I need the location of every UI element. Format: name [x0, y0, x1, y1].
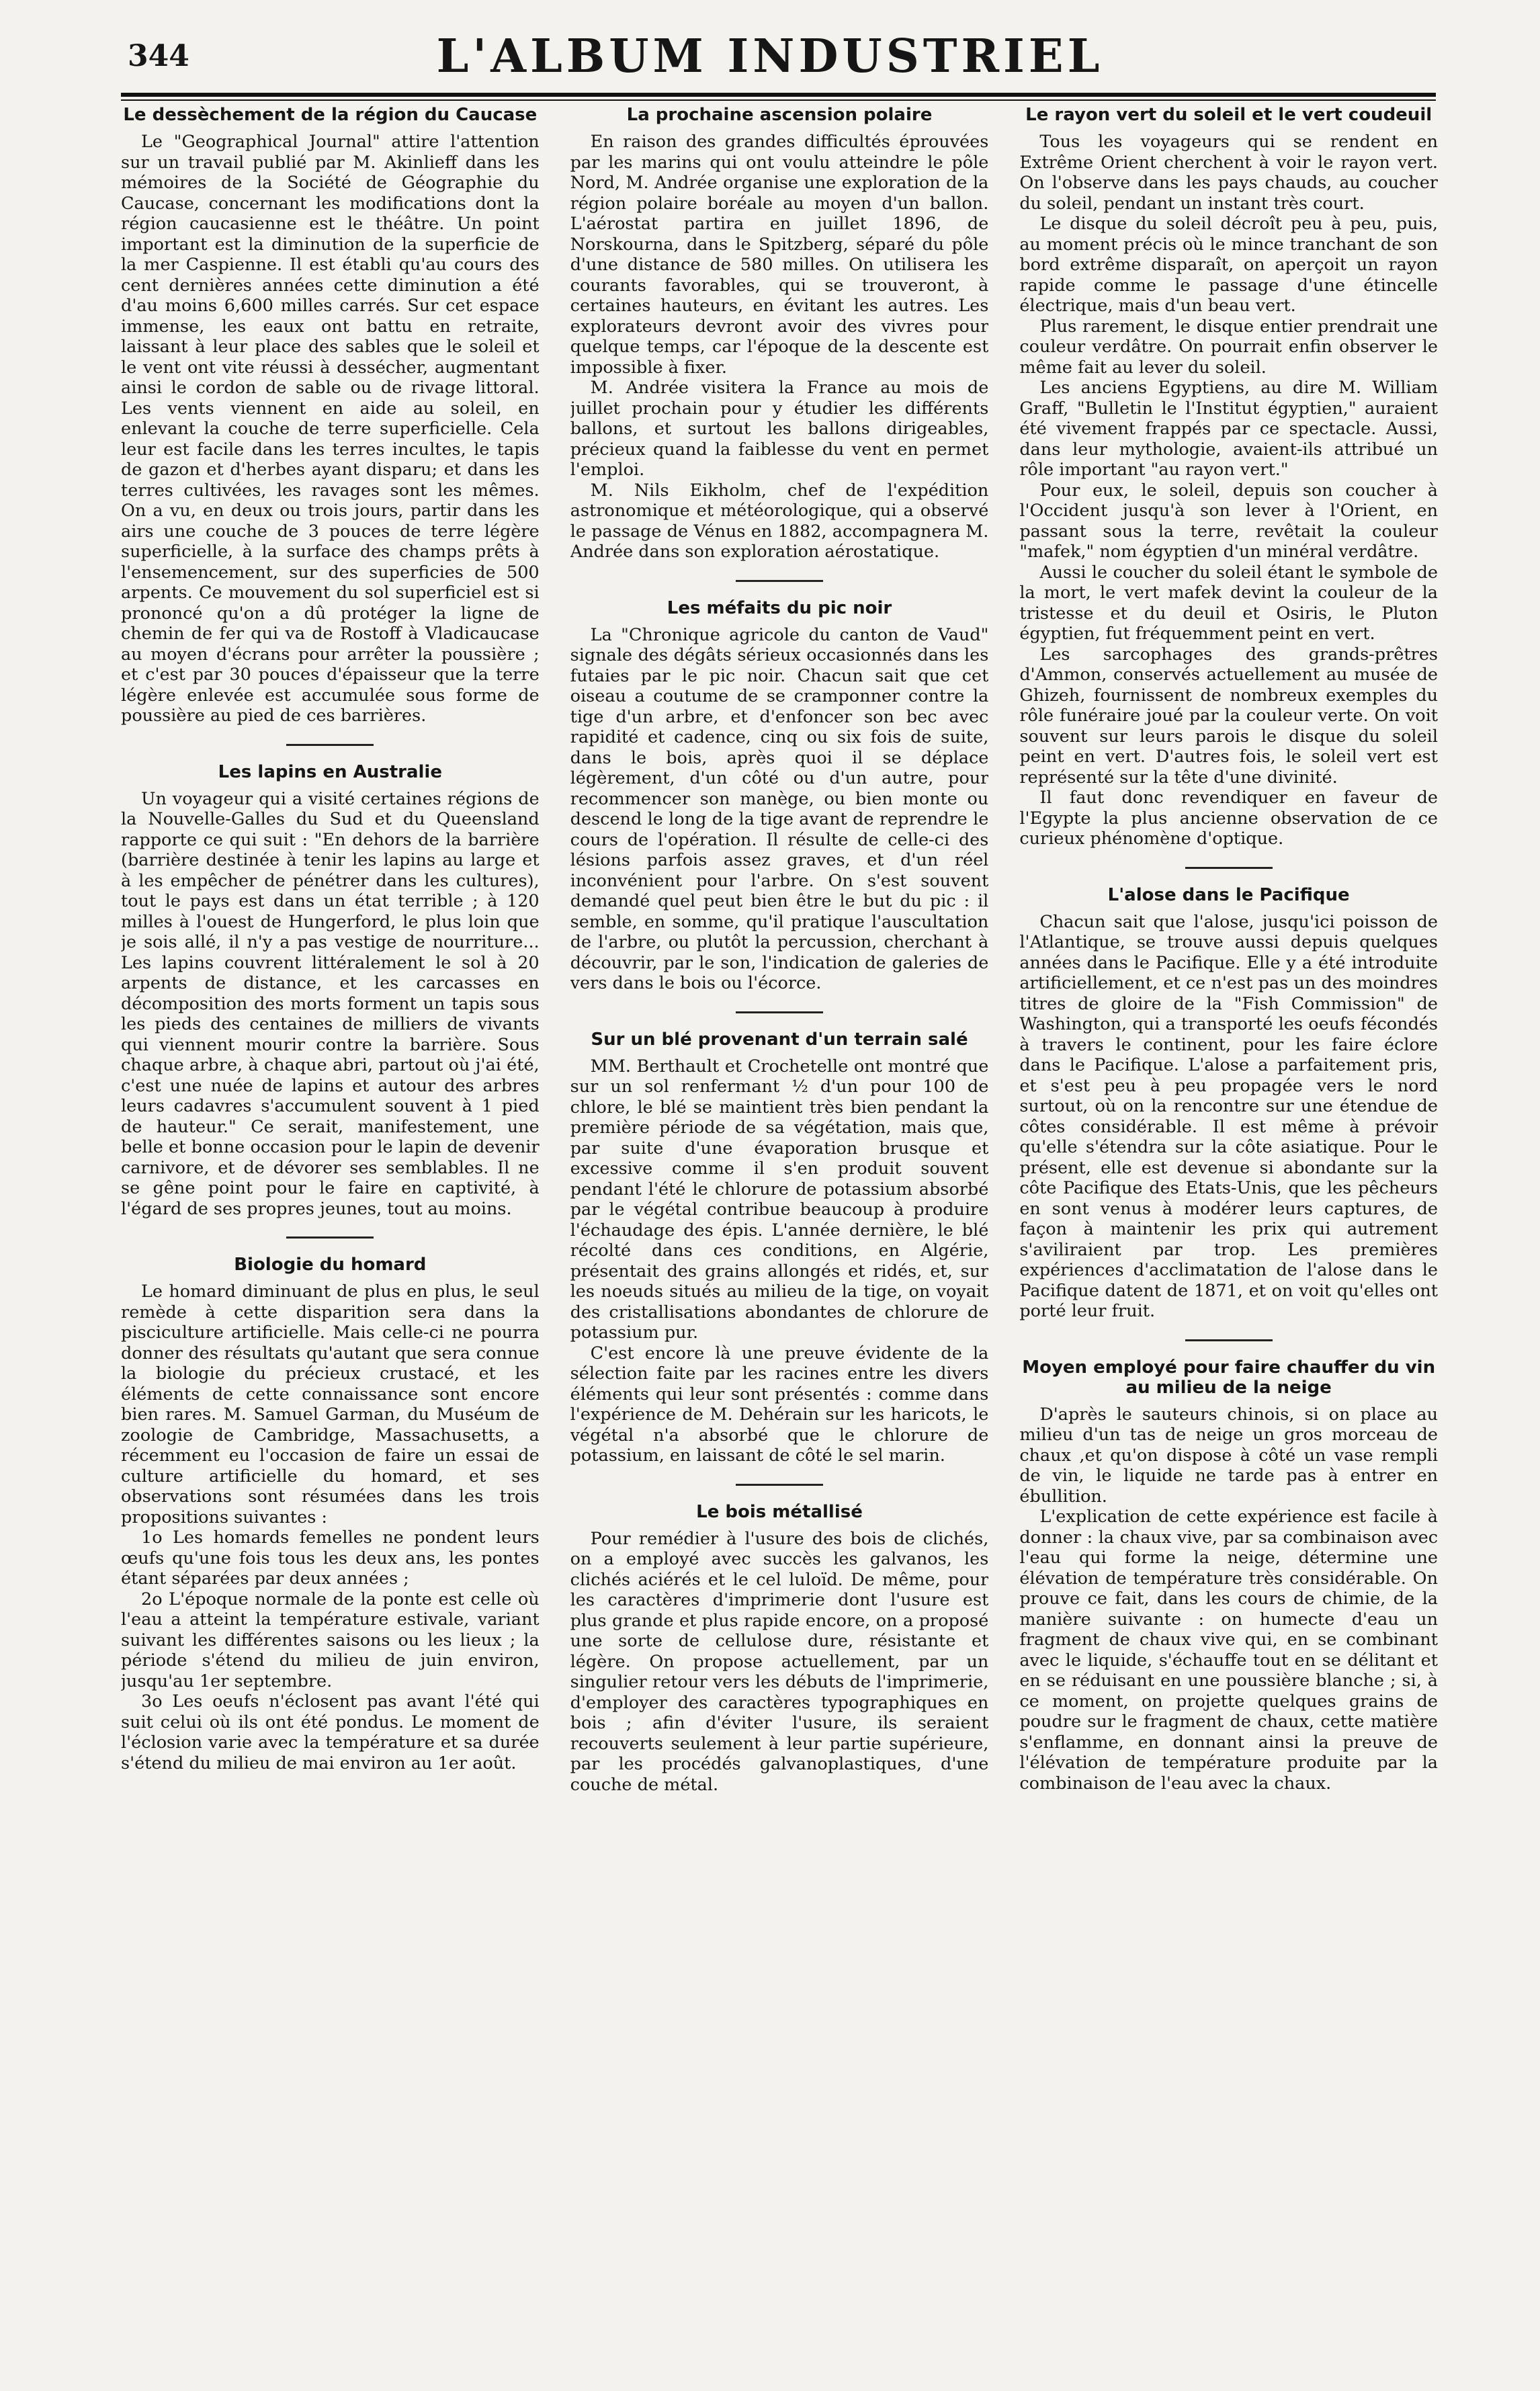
article-paragraph: M. Nils Eikholm, chef de l'expédition astronomique et météorologique, qui a observé le passage de Vénus en 1882, accompagnera M. Andrée dans son exploration aérostatique. [570, 480, 989, 562]
article-headline: La prochaine ascension polaire [626, 105, 933, 125]
article [121, 762, 540, 1220]
article-paragraph: En raison des grandes difficultés éprouvées par les marins qui ont voulu atteindre le pôle Nord, M. Andrée organise une exploration de la région polaire boréale au moyen d'un ballon. L'aérostat partira en juillet 1896, de Norskourna, dans le Spitzberg, séparé du pôle d'une distance de 580 milles. On utilisera les courants favorables, qui se trouveront, à certaines hauteurs, en évitant les autres. Les explorateurs devront avoir des vivres pour quelque temps, car l'époque de la descente est impossible à fixer. [570, 132, 989, 378]
article-paragraph: Il faut donc revendiquer en faveur de l'Egypte la plus ancienne observation de ce curieux phénomène d'optique. [1019, 788, 1438, 849]
journal-title: L'ALBUM INDUSTRIEL [436, 30, 1104, 83]
article [1019, 1357, 1438, 1794]
column-3 [1019, 102, 1438, 2360]
article-paragraph: Les anciens Egyptiens, au dire M. William Graff, "Bulletin le l'Institut égyptien," auraient été vivement frappés par ce spectacle. Aussi, dans leur mythologie, avaient-ils attribué un rôle important "au rayon vert." [1019, 378, 1438, 480]
article-paragraph: M. Andrée visitera la France au mois de juillet prochain pour y étudier les différents ballons, et surtout les ballons dirigeables, précieux quand la faiblesse du vent en permet l'emploi. [570, 378, 989, 480]
article-paragraph: L'explication de cette expérience est facile à donner : la chaux vive, par sa combinaison avec l'eau qui forme la neige, détermine une élévation de température très considérable. On prouve ce fait, dans les cours de chimie, de la manière suivante : on humecte d'eau un fragment de chaux vive qui, en se combinant avec le liquide, s'échauffe tout en se délitant et en se réduisant en une poussière blanche ; si, à ce moment, on projette quelques grains de poudre sur le fragment de chaux, cette matière s'enflamme, en donnant ainsi la preuve de l'élévation de température produite par la combinaison de l'eau avec la chaux. [1019, 1507, 1438, 1794]
article-separator [1185, 867, 1273, 869]
article [121, 105, 540, 726]
article-paragraph: C'est encore là une preuve évidente de la sélection faite par les racines entre les divers éléments qui leur sont présentés : comme dans l'expérience de M. Dehérain sur les haricots, le végétal n'a absorbé que le chlorure de potassium, en laissant de côté le sel marin. [570, 1343, 989, 1466]
article-paragraph: 1o Les homards femelles ne pondent leurs œufs qu'une fois tous les deux ans, les pontes étant séparées par deux années ; [121, 1527, 540, 1589]
article-separator [736, 580, 823, 582]
title-rule [121, 93, 1436, 101]
article-columns [121, 102, 1438, 2360]
article [1019, 105, 1438, 849]
article-headline: Moyen employé pour faire chauffer du vin au milieu de la neige [1022, 1357, 1436, 1398]
article-headline: Le bois métallisé [696, 1501, 863, 1522]
article-headline: L'alose dans le Pacifique [1107, 884, 1350, 905]
article-paragraph: Le disque du soleil décroît peu à peu, puis, au moment précis où le mince tranchant de son bord extrême disparaît, on aperçoit un rayon rapide comme le passage d'une étincelle électrique, mais d'un beau vert. [1019, 214, 1438, 316]
article [570, 1502, 989, 1796]
article [1019, 885, 1438, 1322]
article-headline: Sur un blé provenant d'un terrain salé [591, 1029, 968, 1050]
article-headline: Les méfaits du pic noir [667, 597, 892, 618]
article-headline: Le rayon vert du soleil et le vert coudeuil [1025, 105, 1432, 125]
article-separator [736, 1484, 823, 1486]
article-paragraph: Chacun sait que l'alose, jusqu'ici poisson de l'Atlantique, se trouve aussi depuis quelques années dans le Pacifique. Elle y a été introduite artificiellement, et ce n'est pas un des moindres titres de gloire de la "Fish Commission" de Washington, qui a transporté les oeufs fécondés à travers le continent, pour les faire éclore dans le Pacifique. L'alose a parfaitement pris, et s'est peu à peu propagée vers le nord surtout, où on la rencontre sur une étendue de côtes considérable. Il est même à prévoir qu'elle s'étendra sur la côte asiatique. Pour le présent, elle est devenue si abondante sur la côte Pacifique des Etats-Unis, que les pêcheurs en sont venus à modérer leurs captures, de façon à maintenir les prix qui autrement s'aviliraient par trop. Les premières expériences d'acclimatation de l'alose dans le Pacifique datent de 1871, et on voit qu'elles ont porté leur fruit. [1019, 911, 1438, 1321]
article-paragraph: Le "Geographical Journal" attire l'attention sur un travail publié par M. Akinlieff dans les mémoires de la Société de Géographie du Caucase, concernant les modifications dont la région caucasienne est le théâtre. Un point important est la diminution de la superficie de la mer Caspienne. Il est établi qu'au cours des cent dernières années cette diminution a été d'au moins 6,600 milles carrés. Sur cet espace immense, les eaux ont battu en retraite, laissant à leur place des sables que le soleil et le vent ont vite réussi à dessécher, augmentant ainsi le cordon de sable ou de rivage littoral. Les vents viennent en aide au soleil, en enlevant la couche de terre superficielle. Cela leur est facile dans les terres incultes, le tapis de gazon et d'herbes ayant disparu; et dans les terres cultivées, les ravages sont les mêmes. On a vu, en deux ou trois jours, partir dans les airs une couche de 3 pouces de terre légère superficielle, à la surface des champs prêts à l'ensemencement, sur des superficies de 500 arpents. Ce mouvement du sol superficiel est si prononcé qu'on a dû protéger la ligne de chemin de fer qui va de Rostoff à Vladicaucase au moyen d'écrans pour arrêter la poussière ; et c'est par 30 pouces d'épaisseur que la terre légère enlevée est accumulée sous forme de poussière au pied de ces barrières. [121, 132, 540, 726]
article-separator [286, 1236, 374, 1239]
article-paragraph: Pour eux, le soleil, depuis son coucher à l'Occident jusqu'à son lever à l'Orient, en passant sous la terre, revêtait la couleur "mafek," nom égyptien d'un minéral verdâtre. [1019, 480, 1438, 562]
article-paragraph: MM. Berthault et Crochetelle ont montré que sur un sol renfermant ½ d'un pour 100 de chlore, le blé se maintient très bien pendant la première période de sa végétation, mais que, par suite d'une évaporation brusque et excessive comme il s'en produit souvent pendant l'été le chlorure de potassium absorbé par le végétal contribue beaucoup à produire l'échaudage des épis. L'année dernière, le blé récolté dans ces conditions, en Algérie, présentait des grains allongés et ridés, et, sur les noeuds situés au milieu de la tige, on voyait des cristallisations abondantes de chlorure de potassium pur. [570, 1056, 989, 1343]
article-separator [736, 1011, 823, 1013]
article-paragraph: Aussi le coucher du soleil étant le symbole de la mort, le vert mafek devint la couleur de la tristesse et du deuil et Osiris, le Pluton égyptien, fut fréquemment peint en vert. [1019, 562, 1438, 644]
article-paragraph: Pour remédier à l'usure des bois de clichés, on a employé avec succès les galvanos, les clichés aciérés et le cel luloïd. De même, pour les caractères d'imprimerie dont l'usure est plus grande et plus rapide encore, on a proposé une sorte de cellulose dure, résistante et légère. On propose actuellement, par un singulier retour vers les débuts de l'imprimerie, d'employer des caractères typographiques en bois ; afin d'éviter l'usure, ils seraient recouverts seulement à leur partie supérieure, par les procédés galvanoplastiques, d'une couche de métal. [570, 1528, 989, 1795]
article-paragraph: Le homard diminuant de plus en plus, le seul remède à cette disparition sera dans la pisciculture artificielle. Mais celle-ci ne pourra donner des résultats qu'autant que sera connue la biologie du précieux crustacé, et les éléments de cette connaissance sont encore bien rares. M. Samuel Garman, du Muséum de zoologie de Cambridge, Massachusetts, a récemment eu l'occasion de faire un essai de culture artificielle du homard, et ses observations sont résumées dans les trois propositions suivantes : [121, 1282, 540, 1527]
article [121, 1255, 540, 1773]
article-headline: Biologie du homard [234, 1255, 427, 1275]
article [570, 105, 989, 562]
article-separator [286, 744, 374, 746]
article-paragraph: Plus rarement, le disque entier prendrait une couleur verdâtre. On pourrait enfin observer le même fait au lever du soleil. [1019, 316, 1438, 378]
article-headline: Le dessèchement de la région du Caucase [123, 105, 538, 125]
article-paragraph: 2o L'époque normale de la ponte est celle où l'eau a atteint la température estivale, variant suivant les différentes saisons ou les lieux ; la période s'étend du milieu de juin environ, jusqu'au 1er septembre. [121, 1589, 540, 1691]
article [570, 1030, 989, 1466]
article-separator [1185, 1339, 1273, 1341]
article-paragraph: Les sarcophages des grands-prêtres d'Ammon, conservés actuellement au musée de Ghizeh, fournissent de nombreux exemples du rôle funéraire joué par la couleur verte. On voit souvent sur leurs parois le disque du soleil peint en vert. D'autres fois, le soleil vert est représenté sur la tête d'une divinité. [1019, 644, 1438, 788]
column-1 [121, 102, 540, 2360]
article-headline: Les lapins en Australie [218, 761, 442, 782]
article-paragraph: Tous les voyageurs qui se rendent en Extrême Orient cherchent à voir le rayon vert. On l'observe dans les pays chauds, au coucher du soleil, pendant un instant très court. [1019, 132, 1438, 214]
article-paragraph: 3o Les oeufs n'éclosent pas avant l'été qui suit celui où ils ont été pondus. Le moment de l'éclosion varie avec la température et sa durée s'étend du milieu de mai environ au 1er août. [121, 1691, 540, 1773]
page-number: 344 [128, 39, 189, 73]
column-2 [570, 102, 989, 2360]
article-paragraph: La "Chronique agricole du canton de Vaud" signale des dégâts sérieux occasionnés dans les futaies par le pic noir. Chacun sait que cet oiseau a coutume de se cramponner contre la tige d'un arbre, et d'enfoncer son bec avec rapidité et cadence, cinq ou six fois de suite, dans le bois, après quoi il se déplace légèrement, d'un côté ou d'un autre, pour recommencer son manège, ou bien monte ou descend le long de la tige avant de reprendre le cours de l'opération. Il résulte de celle-ci des lésions parfois assez graves, et d'un réel inconvénient pour l'arbre. On s'est souvent demandé quel peut bien être le but du pic : il semble, en somme, qu'il pratique l'auscultation de l'arbre, ou plutôt la percussion, cherchant à découvrir, par le son, l'indication de galeries de vers dans le bois ou l'écorce. [570, 624, 989, 993]
article-paragraph: Un voyageur qui a visité certaines régions de la Nouvelle-Galles du Sud et du Queensland rapporte ce qui suit : "En dehors de la barrière (barrière destinée à tenir les lapins au large et à les empêcher de pénétrer dans les cultures), tout le pays est dans un état terrible ; à 120 milles à l'ouest de Hungerford, le plus loin que je sois allé, il n'y a pas vestige de nourriture... Les lapins couvrent littéralement le sol à 20 arpents de distance, et les carcasses en décomposition des morts forment un tapis sous les pieds des centaines de milliers de vivants qui viennent mourir contre la barrière. Sous chaque arbre, à chaque abri, partout où j'ai été, c'est une nuée de lapins et autour des arbres leurs cadavres s'accumulent souvent à 1 pied de hauteur." Ce serait, manifestement, une belle et bonne occasion pour le lapin de devenir carnivore, et de dévorer ses semblables. Il ne se gêne point pour le faire en captivité, à l'égard de ses propres jeunes, tout au moins. [121, 788, 540, 1219]
article-paragraph: D'après le sauteurs chinois, si on place au milieu d'un tas de neige un gros morceau de chaux ,et qu'on dispose à côté un vase rempli de vin, le liquide ne tarde pas à entrer en ébullition. [1019, 1404, 1438, 1507]
article [570, 598, 989, 994]
